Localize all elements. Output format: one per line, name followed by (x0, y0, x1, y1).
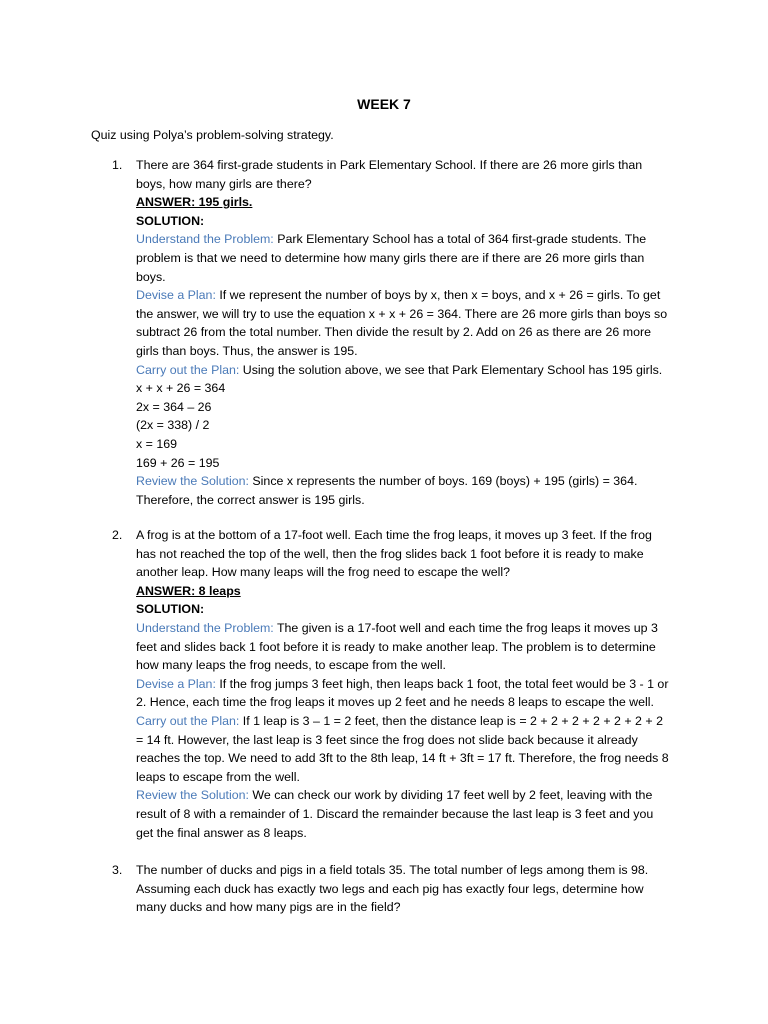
question-3 (112, 861, 672, 917)
understand-paragraph (136, 230, 672, 286)
solution-label: SOLUTION: (136, 213, 205, 228)
plan-text: If the frog jumps 3 feet high, then leaps back 1 foot, the total feet would be 3 - 1 or 2. Hence, each time the frog leaps it moves up 2 feet and he needs 8 leaps to escape the well. (136, 676, 669, 710)
understand-text: The given is a 17-foot well and each time the frog leaps it moves up 3 feet and slides back 1 foot before it is ready to make another leap. The problem is to determine how many leaps the frog needs, to escape from the well. (136, 620, 658, 673)
solution-label: SOLUTION: (136, 602, 205, 617)
equation-line: x = 169 (136, 436, 177, 451)
carry-paragraph (136, 712, 672, 786)
carry-text: If 1 leap is 3 – 1 = 2 feet, then the distance leap is = 2 + 2 + 2 + 2 + 2 + 2 + 2 = 14 ft. However, the last leap is 3 feet since the frog does not slide back because it already reaches the top. We need to add 3ft to the 8th leap, 14 ft + 3ft = 17 ft. Therefore, the frog needs 8 leaps to escape from the well. (136, 713, 669, 784)
carry-heading: Carry out the Plan: (136, 362, 240, 377)
review-text: Since x represents the number of boys. 169 (boys) + 195 (girls) = 364. Therefore, the correct answer is 195 girls. (136, 474, 638, 507)
equation-line: x + x + 26 = 364 (136, 381, 226, 396)
page-title: WEEK 7 (357, 96, 411, 112)
review-heading: Review the Solution: (136, 788, 249, 803)
question-2 (112, 526, 672, 842)
review-text: We can check our work by dividing 17 feet well by 2 feet, leaving with the result of 8 with a remainder of 1. Discard the remainder because the last leap is 3 feet and you get the final answer as 8 leaps. (136, 788, 654, 840)
understand-paragraph (136, 619, 672, 675)
equation-line: 2x = 364 – 26 (136, 399, 212, 414)
question-text: The number of ducks and pigs in a field totals 35. The total number of legs among them is 98. Assuming each duck has exactly two legs and each pig has exactly four legs, determine how many ducks and how many pigs are in the field? (136, 863, 649, 915)
carry-paragraph (136, 361, 672, 380)
intro-text: Quiz using Polya’s problem-solving strategy. (91, 128, 334, 142)
answer-line: ANSWER: 8 leaps (136, 583, 241, 598)
equation-line: 169 + 26 = 195 (136, 455, 220, 470)
review-paragraph (136, 472, 672, 509)
understand-text: Park Elementary School has a total of 364 first-grade students. The problem is that we need to determine how many girls there are if there are 26 more girls than boys. (136, 232, 647, 284)
question-text: There are 364 first-grade students in Park Elementary School. If there are 26 more girls than boys, how many girls are there? (136, 158, 643, 191)
carry-text: Using the solution above, we see that Park Elementary School has 195 girls. (239, 362, 663, 377)
plan-heading: Devise a Plan: (136, 676, 216, 691)
plan-heading: Devise a Plan: (136, 288, 216, 303)
review-heading: Review the Solution: (136, 474, 249, 489)
understand-heading: Understand the Problem: (136, 620, 274, 635)
question-text: A frog is at the bottom of a 17-foot well. Each time the frog leaps, it moves up 3 feet. If the frog has not reached the top of the well, then the frog slides back 1 foot before it is ready to make another leap. How many leaps will the frog need to escape the well? (136, 528, 652, 580)
question-number: 3. (112, 863, 123, 877)
equation-line: (2x = 338) / 2 (136, 418, 210, 433)
question-1 (112, 156, 672, 509)
plan-text: If we represent the number of boys by x, then x = boys, and x + 26 = girls. To get the answer, we will try to use the equation x + x + 26 = 364. There are 26 more girls than boys so subtract 26 from the total number. Then divide the result by 2. Add on 26 as there are 26 more girls than boys. Thus, the answer is 195. (136, 288, 668, 358)
answer-line: ANSWER: 195 girls. (136, 195, 253, 210)
plan-paragraph (136, 286, 672, 360)
carry-heading: Carry out the Plan: (136, 713, 240, 728)
review-paragraph (136, 786, 672, 842)
question-number: 1. (112, 158, 123, 172)
understand-heading: Understand the Problem: (136, 232, 274, 247)
plan-paragraph (136, 675, 672, 712)
question-number: 2. (112, 528, 123, 542)
